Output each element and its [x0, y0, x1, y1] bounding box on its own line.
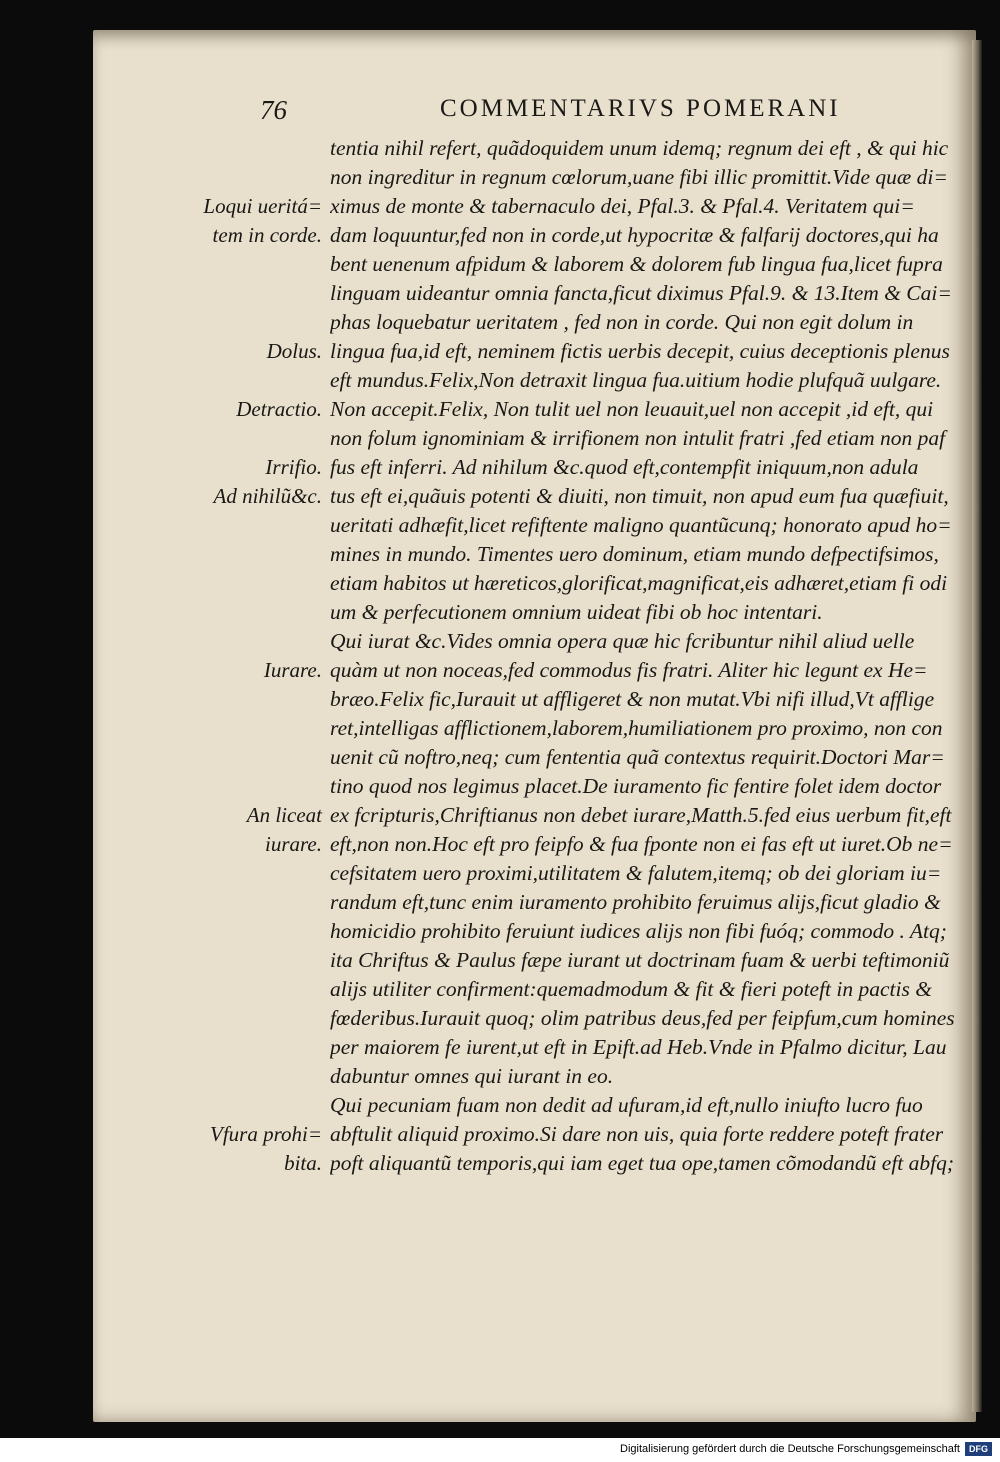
text-line: tino quod nos legimus placet.De iuramento fic fentire folet idem doctor [330, 774, 942, 798]
text-line: dabuntur omnes qui iurant in eo. [330, 1064, 614, 1088]
marginal-note: Vfura prohi= [210, 1122, 322, 1146]
text-line: etiam habitos ut hæreticos,glorificat,magnificat,eis adhæret,etiam fi odi [330, 571, 948, 595]
text-line: tus eft ei,quãuis potenti & diuiti, non timuit, non apud eum fua quæfiuit, [330, 484, 949, 508]
text-line: non folum ignominiam & irrifionem non intulit fratri ,fed etiam non paf [330, 426, 946, 450]
text-line: per maiorem fe iurent,ut eft in Epift.ad Heb.Vnde in Pfalmo dicitur, Lau [330, 1035, 947, 1059]
marginal-note: bita. [284, 1151, 322, 1175]
text-line: lingua fua,id eft, neminem fictis uerbis decepit, cuius deceptionis plenus [330, 339, 950, 363]
dfg-logo: DFG [965, 1442, 992, 1456]
text-line: poft aliquantũ temporis,qui iam eget tua ope,tamen cõmodandũ eft abfq; [330, 1151, 955, 1175]
text-line: ret,intelligas afflictionem,laborem,humiliationem pro proximo, non con [330, 716, 943, 740]
text-line: ueritati adhæfit,licet refiftente maligno quantũcunq; honorato apud ho= [330, 513, 952, 537]
text-line: um & perfecutionem omnium uideat fibi ob hoc intentari. [330, 600, 823, 624]
text-line: Qui iurat &c.Vides omnia opera quæ hic fcribuntur nihil aliud uelle [330, 629, 915, 653]
footer-bar [0, 1438, 1000, 1462]
text-line: mines in mundo. Timentes uero dominum, etiam mundo defpectifsimos, [330, 542, 939, 566]
marginal-note: Irrifio. [265, 455, 322, 479]
page-header [260, 95, 960, 131]
text-line: ximus de monte & tabernaculo dei, Pfal.3. & Pfal.4. Veritatem qui= [330, 194, 915, 218]
text-line: tentia nihil refert, quãdoquidem unum idemq; regnum dei eft , & qui hic [330, 136, 949, 160]
marginal-note: An liceat [246, 803, 322, 827]
text-line: ita Chriftus & Paulus fæpe iurant ut doctrinam fuam & uerbi teftimoniũ [330, 948, 950, 972]
text-line: eft,non non.Hoc eft pro feipfo & fua fponte non ei fas eft ut iuret.Ob ne= [330, 832, 953, 856]
marginal-note: Iurare. [263, 658, 322, 682]
marginal-note: Ad nihilũ&c. [213, 484, 322, 508]
text-line: phas loquebatur ueritatem , fed non in corde. Qui non egit dolum in [330, 310, 914, 334]
text-line: alijs utiliter confirment:quemadmodum & fit & fieri poteft in pactis & [330, 977, 932, 1001]
text-line: fus eft inferri. Ad nihilum &c.quod eft,contempfit iniquum,non adula [330, 455, 919, 479]
running-title: COMMENTARIVS POMERANI [440, 95, 841, 122]
text-line: fœderibus.Iurauit quoq; olim patribus deus,fed per feipfum,cum homines [330, 1006, 955, 1030]
text-line: quàm ut non noceas,fed commodus fis fratri. Aliter hic legunt ex He= [330, 658, 928, 682]
text-line: homicidio prohibito feruiunt iudices alijs non fibi fuóq; commodo . Atq; [330, 919, 947, 943]
text-line: cefsitatem uero proximi,utilitatem & falutem,itemq; ob dei gloriam iu= [330, 861, 942, 885]
text-line: bent uenenum afpidum & laborem & dolorem fub lingua fua,licet fupra [330, 252, 943, 276]
text-line: linguam uideantur omnia fancta,ficut diximus Pfal.9. & 13.Item & Cai= [330, 281, 952, 305]
text-line: ex fcripturis,Chriftianus non debet iurare,Matth.5.fed eius uerbum fit,eft [330, 803, 952, 827]
marginal-note: Detractio. [236, 397, 322, 421]
text-line: dam loquuntur,fed non in corde,ut hypocritæ & falfarij doctores,qui ha [330, 223, 939, 247]
marginal-note: Dolus. [266, 339, 322, 363]
text-line: eft mundus.Felix,Non detraxit lingua fua.uitium hodie plufquã uulgare. [330, 368, 942, 392]
text-line: Qui pecuniam fuam non dedit ad ufuram,id eft,nullo iniufto lucro fuo [330, 1093, 923, 1117]
page-number: 76 [260, 95, 287, 125]
text-line: randum eft,tunc enim iuramento prohibito feruimus alijs,ficut gladio & [330, 890, 941, 914]
text-line: Non accepit.Felix, Non tulit uel non leuauit,uel non accepit ,id eft, qui [330, 397, 934, 421]
marginal-note: Loqui ueritá= [203, 194, 322, 218]
text-line: abftulit aliquid proximo.Si dare non uis, quia forte reddere poteft frater [330, 1122, 944, 1146]
text-line: non ingreditur in regnum cœlorum,uane fibi illic promittit.Vide quæ di= [330, 165, 948, 189]
marginal-note: tem in corde. [212, 223, 322, 247]
marginal-note: iurare. [265, 832, 322, 856]
body-text [330, 134, 975, 1178]
text-line: bræo.Felix fic,Iurauit ut affligeret & non mutat.Vbi nifi illud,Vt afflige [330, 687, 935, 711]
text-line: uenit cũ noftro,neq; cum fententia quã contextus requirit.Doctori Mar= [330, 745, 945, 769]
funding-credit: Digitalisierung gefördert durch die Deutsche Forschungsgemeinschaft [620, 1443, 960, 1455]
